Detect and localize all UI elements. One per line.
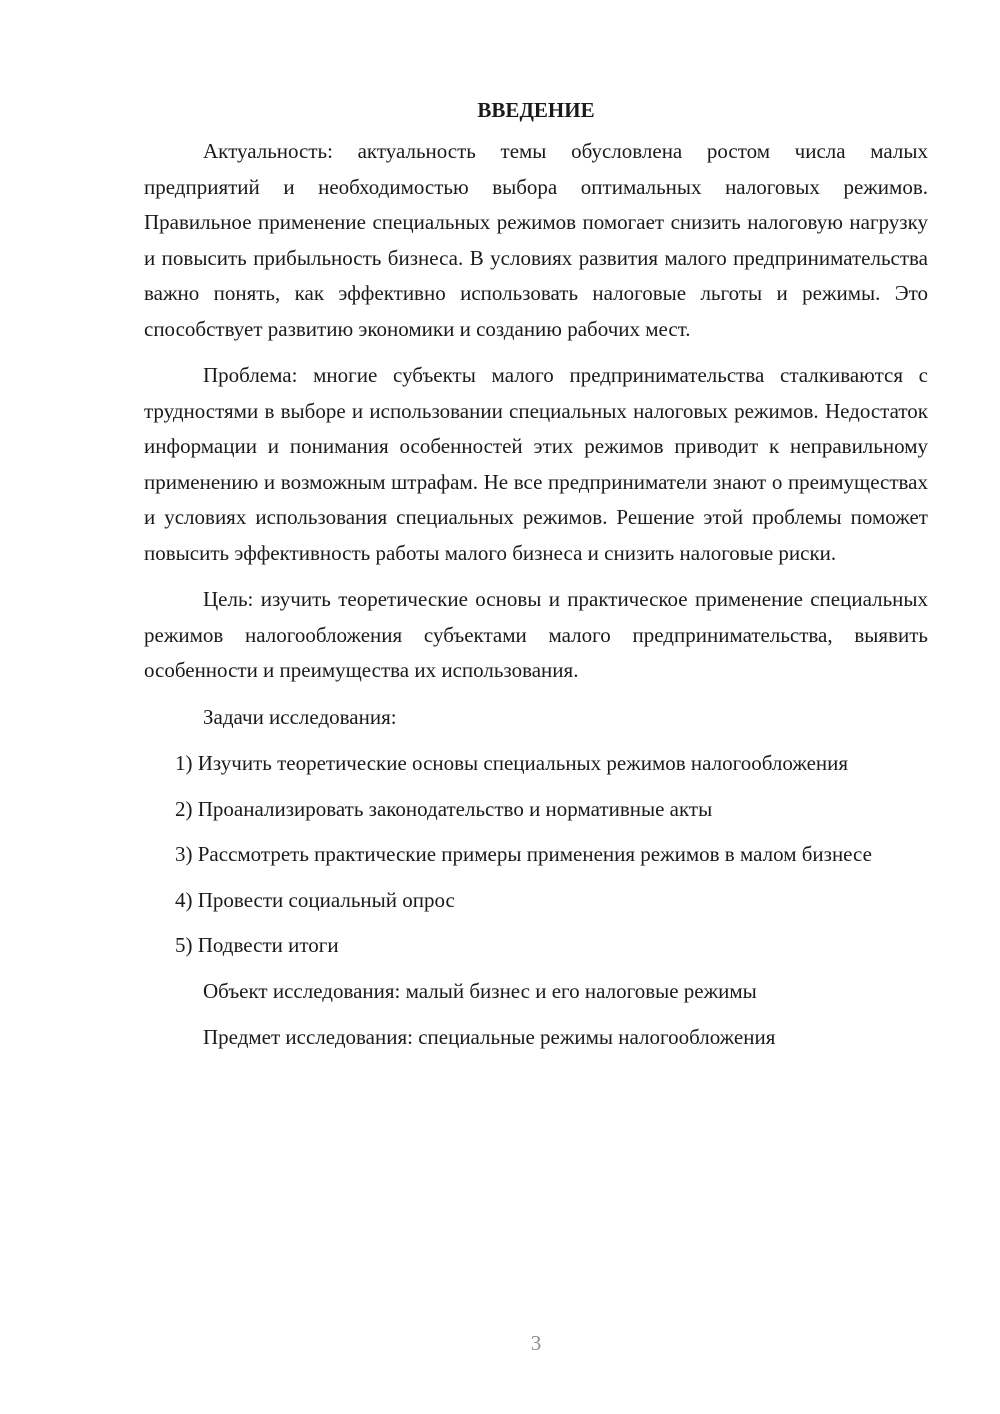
relevance-paragraph: Актуальность: актуальность темы обусловлена ростом числа малых предприятий и необходимостью выбора оптимальных налоговых режимов. Правильное применение специальных режимов помогает снизить налоговую нагрузку и повысить прибыльность бизнеса. В условиях развития малого предпринимательства важно понять, как эффективно использовать налоговые льготы и режимы. Это способствует развитию экономики и созданию рабочих мест. <box>144 139 928 341</box>
goal-paragraph: Цель: изучить теоретические основы и практическое применение специальных режимов налогообложения субъектами малого предпринимательства, выявить особенности и преимущества их использования. <box>144 587 928 682</box>
task-item-5: 5) Подвести итоги <box>175 933 339 957</box>
problem-paragraph: Проблема: многие субъекты малого предпринимательства сталкиваются с трудностями в выборе и использовании специальных налоговых режимов. Недостаток информации и понимания особенностей этих режимов приводит к неправильному применению и возможным штрафам. Не все предприниматели знают о преимуществах и условиях использования специальных режимов. Решение этой проблемы поможет повысить эффективность работы малого бизнеса и снизить налоговые риски. <box>144 363 928 565</box>
task-item-1: 1) Изучить теоретические основы специальных режимов налогообложения <box>175 751 849 775</box>
task-item-4: 4) Провести социальный опрос <box>175 887 455 912</box>
task-item-2: 2) Проанализировать законодательство и нормативные акты <box>175 796 713 821</box>
research-object: Объект исследования: малый бизнес и его налоговые режимы <box>203 978 757 1003</box>
tasks-list <box>144 746 928 964</box>
tasks-heading: Задачи исследования: <box>203 704 397 729</box>
page-number: 3 <box>530 1331 542 1355</box>
document-page <box>144 90 928 1067</box>
task-item-3: 3) Рассмотреть практические примеры применения режимов в малом бизнесе <box>175 842 872 866</box>
section-heading: ВВЕДЕНИЕ <box>477 98 595 122</box>
research-subject: Предмет исследования: специальные режимы налогообложения <box>203 1025 776 1049</box>
